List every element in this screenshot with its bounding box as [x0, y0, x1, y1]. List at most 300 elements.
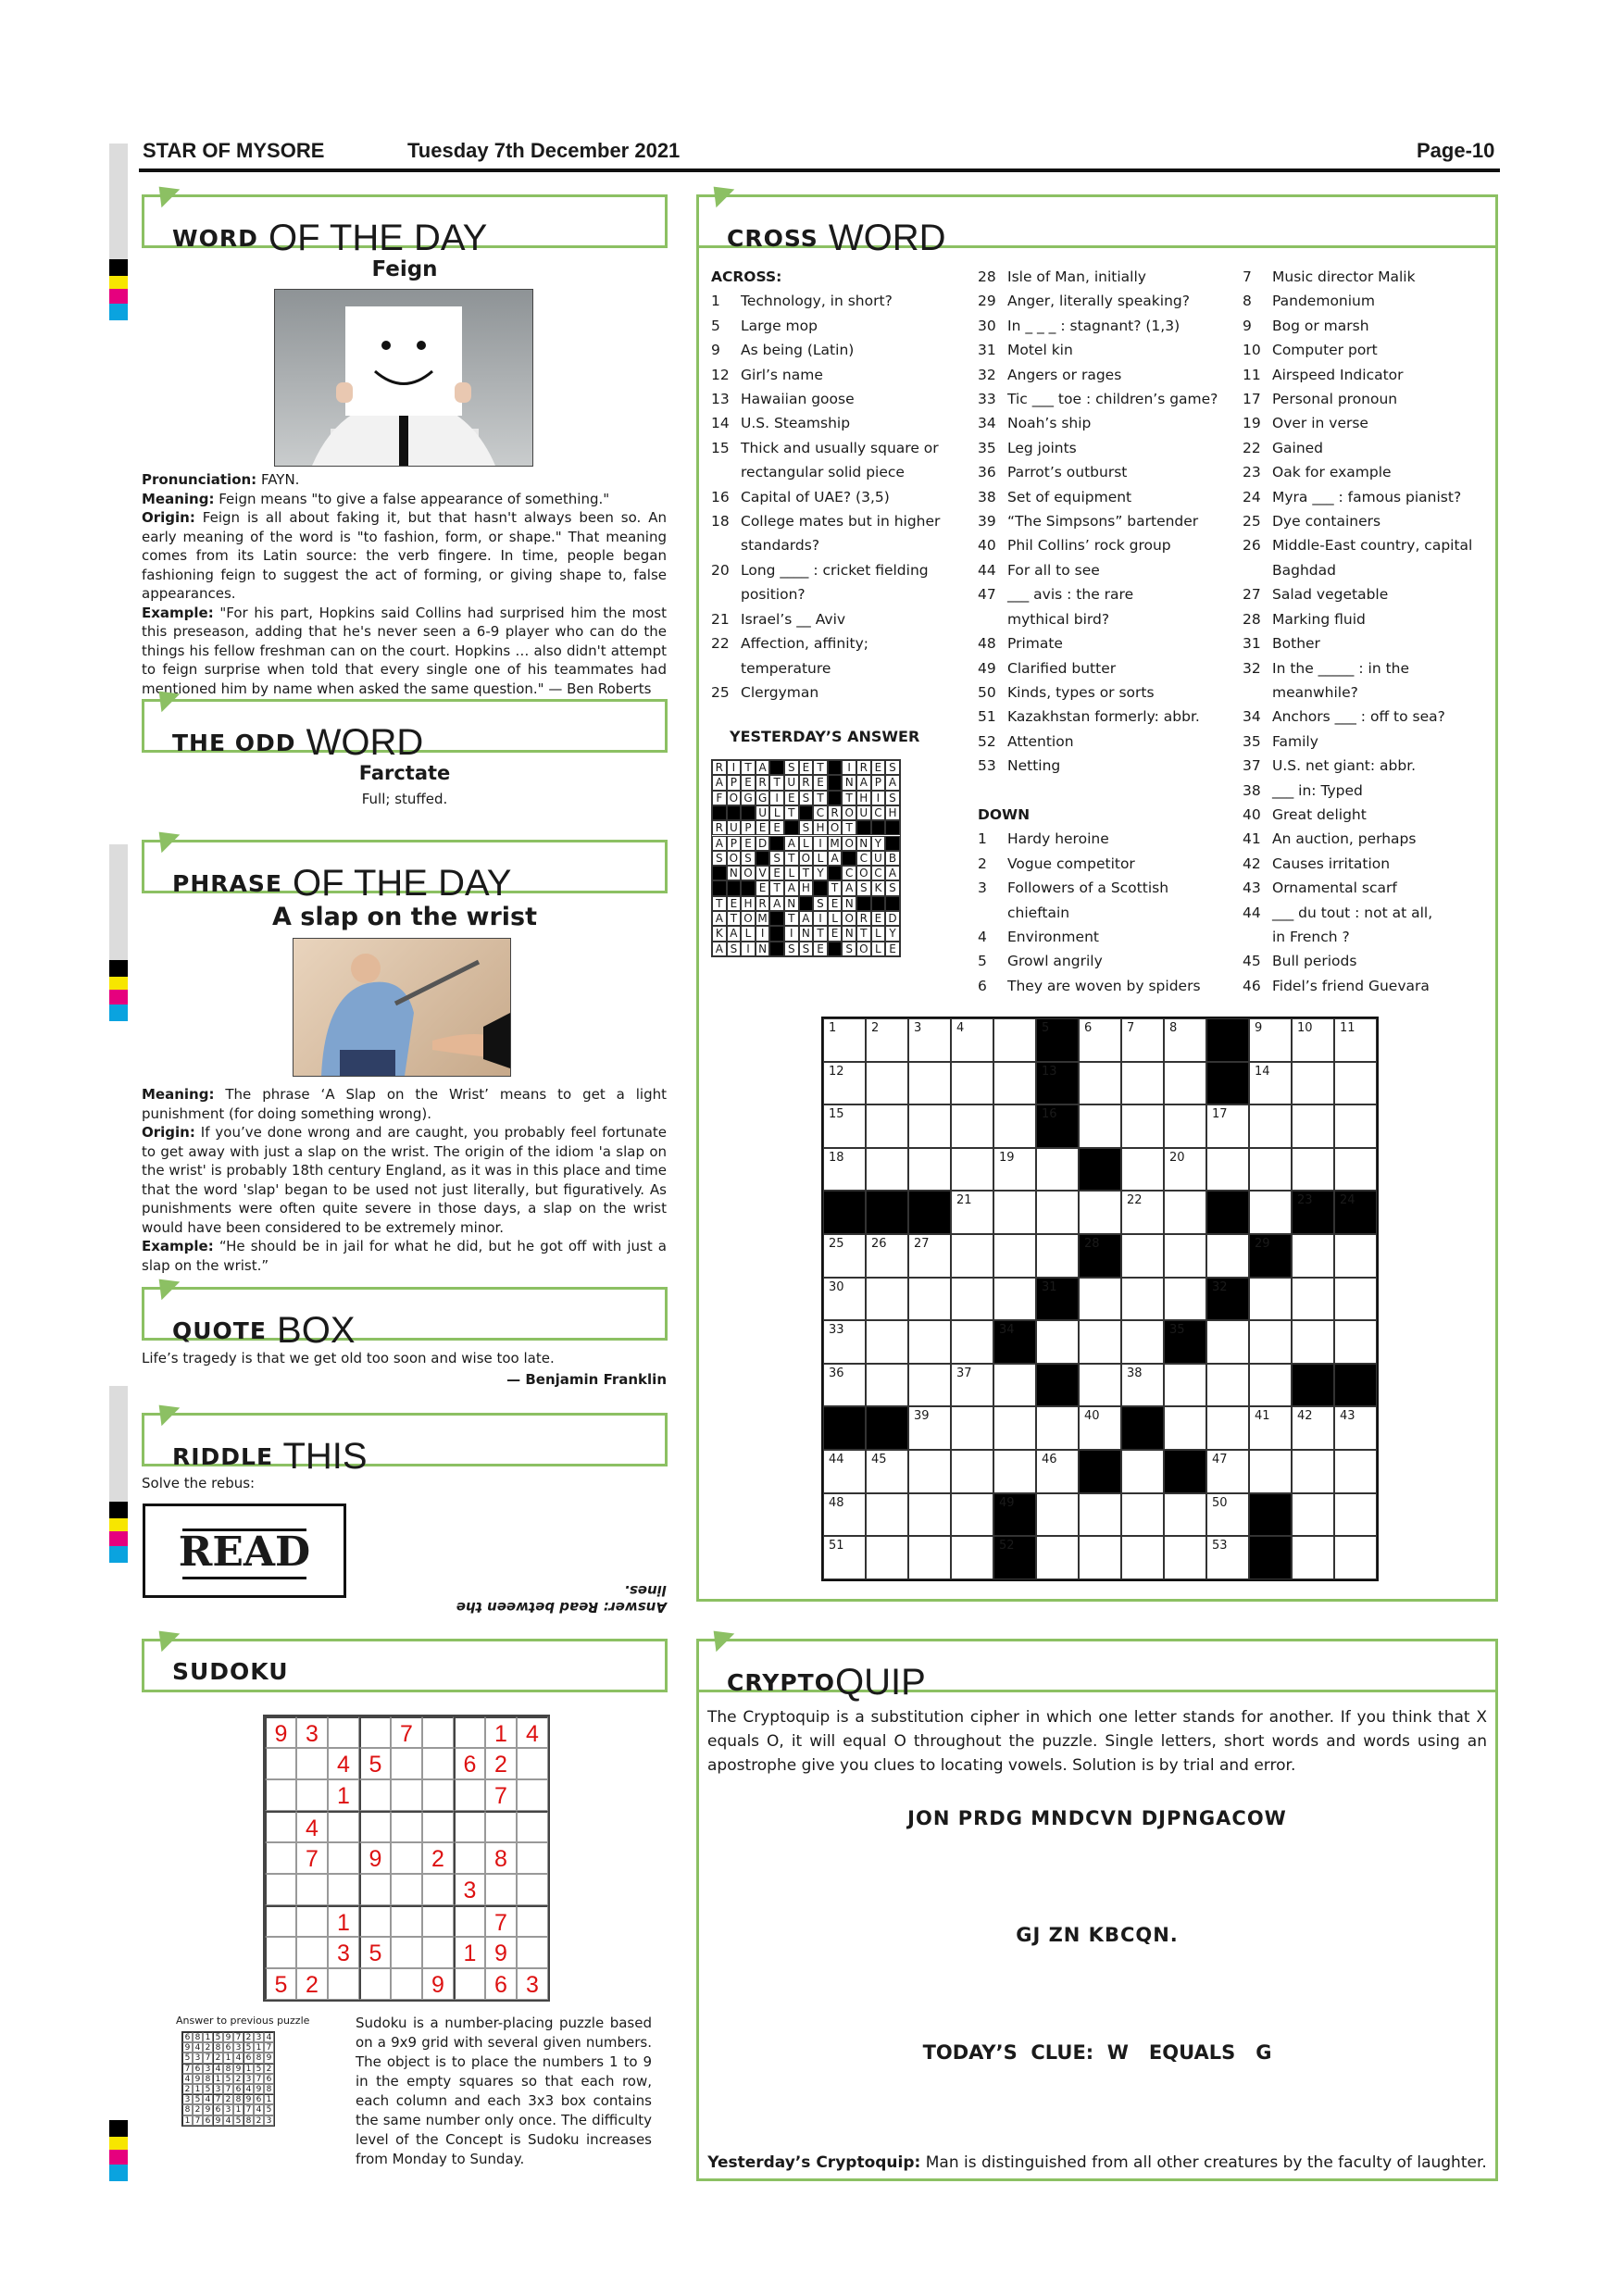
answer-cell: O [842, 911, 856, 926]
grid-cell[interactable] [1121, 1450, 1164, 1493]
odd-word-head: THE ODD WORD [142, 699, 668, 753]
answer-cell: M [756, 911, 770, 926]
grid-cell[interactable]: 20 [1164, 1148, 1206, 1192]
feign-illustration [274, 289, 533, 467]
grid-cell[interactable] [951, 1406, 993, 1450]
sudoku-cell[interactable] [265, 1811, 296, 1842]
phrase-of-day-body: Meaning: The phrase ‘A Slap on the Wrist’ means to get a light punishment (for doing something wrong). Origin: If you’ve done wrong and are caught, you probably feel fortunate to get away with just a slap on the wrist. The origin of the idiom 'a slap on the wrist' is probably 18th century England, as it was in this place and time that the word 'slap' began to be used not just literally, but figuratively. As punishments were often quite severe in those days, a slap on the wrist would have been considered to be extremely minor. Example: “He should be in jail for what he did, but he got off with just a slap on the wrist.” [142, 1086, 667, 1274]
grid-cell[interactable]: 18 [823, 1148, 866, 1192]
grid-cell[interactable] [1206, 1234, 1249, 1278]
grid-cell[interactable]: 25 [823, 1234, 866, 1278]
grid-cell[interactable] [1206, 1364, 1249, 1407]
answer-cell: I [813, 911, 828, 926]
answer-cell: E [769, 820, 784, 835]
grid-cell[interactable] [1249, 1450, 1292, 1493]
sudoku-cell: 2 [296, 1968, 328, 2000]
grid-cell[interactable] [1334, 1493, 1377, 1537]
grid-cell[interactable] [1036, 1536, 1079, 1579]
clue-item: 31 Motel kin [978, 342, 1073, 359]
grid-cell[interactable] [993, 1364, 1036, 1407]
grid-cell[interactable]: 3 [908, 1018, 951, 1062]
answer-cell [741, 805, 756, 820]
sudoku-cell[interactable] [265, 1905, 296, 1937]
grid-cell[interactable]: 39 [908, 1406, 951, 1450]
grid-block: 28 [1079, 1234, 1121, 1278]
grid-cell[interactable] [993, 1406, 1036, 1450]
crossword-grid[interactable] [821, 1017, 1379, 1581]
grid-cell[interactable] [866, 1062, 908, 1105]
answer-digit: 9 [203, 2104, 213, 2115]
grid-cell[interactable]: 27 [908, 1234, 951, 1278]
answer-cell: E [741, 836, 756, 851]
grid-cell[interactable] [908, 1278, 951, 1321]
sudoku-cell[interactable] [265, 1748, 296, 1779]
grid-cell[interactable] [1334, 1320, 1377, 1364]
grid-cell[interactable]: 45 [866, 1450, 908, 1493]
sudoku-cell[interactable] [328, 1842, 359, 1874]
grid-cell[interactable]: 22 [1121, 1191, 1164, 1234]
grid-cell[interactable]: 51 [823, 1536, 866, 1579]
grid-cell[interactable]: 30 [823, 1278, 866, 1321]
grid-cell[interactable]: 48 [823, 1493, 866, 1537]
clue-item: 9 Bog or marsh [1243, 317, 1369, 334]
grid-cell[interactable]: 38 [1121, 1364, 1164, 1407]
answer-digit: 1 [264, 2094, 274, 2104]
grid-cell[interactable] [1079, 1320, 1121, 1364]
answer-digit: 2 [264, 2064, 274, 2074]
answer-cell [828, 942, 843, 956]
grid-cell[interactable] [908, 1364, 951, 1407]
grid-cell[interactable]: 40 [1079, 1406, 1121, 1450]
clue-item: 34 Anchors ___ : off to sea? [1243, 708, 1445, 726]
grid-cell[interactable] [1079, 1493, 1121, 1537]
grid-cell[interactable] [1164, 1536, 1206, 1579]
answer-cell: E [813, 775, 828, 790]
grid-cell[interactable] [1121, 1320, 1164, 1364]
answer-digit: 2 [254, 2115, 264, 2126]
answer-cell: P [741, 820, 756, 835]
grid-cell[interactable] [1292, 1234, 1334, 1278]
sudoku-cell[interactable] [517, 1937, 548, 1968]
grid-cell[interactable]: 14 [1249, 1062, 1292, 1105]
grid-cell[interactable] [1079, 1062, 1121, 1105]
grid-cell[interactable]: 53 [1206, 1536, 1249, 1579]
sudoku-cell[interactable] [422, 1779, 454, 1811]
answer-digit: 2 [233, 2074, 244, 2084]
grid-cell[interactable]: 41 [1249, 1406, 1292, 1450]
sudoku-cell[interactable] [359, 1968, 391, 2000]
grid-cell[interactable] [1334, 1536, 1377, 1579]
sudoku-cell[interactable] [265, 1842, 296, 1874]
clue-item: 22 Affection, affinity; [711, 635, 868, 653]
answer-cell: I [769, 791, 784, 805]
grid-cell[interactable]: 11 [1334, 1018, 1377, 1062]
grid-cell[interactable] [1121, 1493, 1164, 1537]
answer-cell: T [813, 760, 828, 775]
sudoku-cell[interactable] [485, 1874, 517, 1905]
grid-cell[interactable] [1249, 1364, 1292, 1407]
sudoku-cell[interactable] [328, 1968, 359, 2000]
answer-cell: R [756, 896, 770, 911]
grid-cell[interactable]: 12 [823, 1062, 866, 1105]
grid-cell[interactable] [1292, 1062, 1334, 1105]
grid-cell[interactable] [1121, 1536, 1164, 1579]
grid-cell[interactable]: 50 [1206, 1493, 1249, 1537]
grid-cell[interactable] [1292, 1104, 1334, 1148]
answer-cell: S [885, 880, 900, 895]
grid-cell[interactable] [1334, 1062, 1377, 1105]
clue-item: rectangular solid piece [741, 464, 905, 481]
sudoku-cell[interactable] [296, 1779, 328, 1811]
grid-cell[interactable]: 26 [866, 1234, 908, 1278]
grid-cell[interactable] [1249, 1148, 1292, 1192]
grid-cell[interactable] [908, 1104, 951, 1148]
answer-cell: C [813, 805, 828, 820]
grid-cell[interactable] [1079, 1536, 1121, 1579]
sudoku-cell[interactable] [359, 1779, 391, 1811]
answer-digit: 9 [213, 2115, 223, 2126]
grid-cell[interactable]: 7 [1121, 1018, 1164, 1062]
clue-item: 27 Salad vegetable [1243, 586, 1389, 604]
clue-item: mythical bird? [1007, 610, 1110, 628]
grid-cell[interactable]: 43 [1334, 1406, 1377, 1450]
grid-cell[interactable]: 8 [1164, 1018, 1206, 1062]
sudoku-cell[interactable] [359, 1716, 391, 1748]
sudoku-cell[interactable] [359, 1874, 391, 1905]
grid-cell[interactable]: 21 [951, 1191, 993, 1234]
sudoku-cell[interactable] [328, 1716, 359, 1748]
grid-cell[interactable] [1249, 1278, 1292, 1321]
answer-cell [727, 805, 742, 820]
sudoku-cell[interactable] [454, 1779, 485, 1811]
grid-cell[interactable] [1036, 1493, 1079, 1537]
answer-digit: 7 [213, 2094, 223, 2104]
grid-cell[interactable] [993, 1234, 1036, 1278]
sudoku-cell[interactable] [391, 1748, 422, 1779]
sudoku-cell[interactable] [517, 1842, 548, 1874]
sudoku-cell[interactable] [422, 1811, 454, 1842]
grid-cell[interactable] [993, 1450, 1036, 1493]
grid-cell[interactable] [1121, 1148, 1164, 1192]
grid-cell[interactable] [1292, 1493, 1334, 1537]
grid-cell[interactable] [866, 1493, 908, 1537]
clue-item: standards? [741, 537, 820, 555]
clue-item: 25 Clergyman [711, 683, 819, 701]
grid-cell[interactable] [908, 1493, 951, 1537]
grid-cell[interactable] [908, 1450, 951, 1493]
grid-cell[interactable] [1334, 1104, 1377, 1148]
sudoku-cell[interactable] [454, 1968, 485, 2000]
grid-cell[interactable] [1036, 1234, 1079, 1278]
sudoku-cell[interactable] [454, 1842, 485, 1874]
answer-cell [769, 942, 784, 956]
grid-cell[interactable]: 1 [823, 1018, 866, 1062]
answer-cell: O [741, 911, 756, 926]
answer-cell [756, 851, 770, 866]
grid-cell[interactable] [1164, 1364, 1206, 1407]
clue-item: 40 Phil Collins’ rock group [978, 537, 1171, 555]
answer-digit: 4 [182, 2074, 193, 2084]
grid-cell[interactable]: 6 [1079, 1018, 1121, 1062]
grid-cell[interactable] [908, 1536, 951, 1579]
sudoku-cell[interactable] [517, 1905, 548, 1937]
clue-item: 35 Family [1243, 732, 1318, 750]
clue-item: 28 Isle of Man, initially [978, 268, 1146, 285]
sudoku-cell[interactable] [391, 1811, 422, 1842]
answer-cell: N [727, 866, 742, 880]
answer-digit: 4 [254, 2104, 264, 2115]
clue-item: 1 Hardy heroine [978, 830, 1109, 848]
grid-cell[interactable] [1249, 1104, 1292, 1148]
grid-cell[interactable] [951, 1104, 993, 1148]
answer-digit: 8 [254, 2053, 264, 2063]
grid-cell[interactable]: 47 [1206, 1450, 1249, 1493]
answer-cell: T [727, 911, 742, 926]
grid-cell[interactable] [993, 1191, 1036, 1234]
sudoku-cell[interactable] [391, 1968, 422, 2000]
sudoku-cell[interactable] [359, 1905, 391, 1937]
grid-cell[interactable] [908, 1148, 951, 1192]
sudoku-cell[interactable] [265, 1874, 296, 1905]
answer-cell [885, 896, 900, 911]
grid-cell[interactable] [1079, 1364, 1121, 1407]
grid-cell[interactable] [1036, 1320, 1079, 1364]
grid-cell[interactable]: 46 [1036, 1450, 1079, 1493]
grid-cell[interactable] [993, 1062, 1036, 1105]
grid-cell[interactable]: 19 [993, 1148, 1036, 1192]
sudoku-cell[interactable] [391, 1937, 422, 1968]
grid-cell[interactable]: 10 [1292, 1018, 1334, 1062]
grid-cell[interactable] [993, 1018, 1036, 1062]
answer-cell: S [842, 942, 856, 956]
clue-item: 15 Thick and usually square or [711, 439, 939, 456]
clue-item: in French ? [1272, 928, 1350, 945]
answer-cell: A [799, 911, 814, 926]
clue-item: Baghdad [1272, 561, 1336, 579]
answer-digit: 7 [223, 2084, 233, 2094]
answer-cell: A [784, 880, 799, 895]
grid-block: 34 [993, 1320, 1036, 1364]
sudoku-cell[interactable] [422, 1748, 454, 1779]
answer-cell: N [856, 836, 871, 851]
answer-cell: O [828, 820, 843, 835]
grid-cell[interactable] [1164, 1191, 1206, 1234]
sudoku-cell[interactable] [391, 1905, 422, 1937]
answer-cell: L [799, 836, 814, 851]
grid-cell[interactable] [1206, 1148, 1249, 1192]
sudoku-cell[interactable] [422, 1905, 454, 1937]
crossword-head: CROSS WORD [696, 194, 1498, 248]
grid-cell[interactable] [1121, 1104, 1164, 1148]
grid-cell[interactable] [1334, 1278, 1377, 1321]
grid-cell[interactable] [951, 1062, 993, 1105]
answer-cell: D [756, 836, 770, 851]
grid-cell[interactable] [1292, 1278, 1334, 1321]
answer-digit: 6 [182, 2032, 193, 2042]
grid-cell[interactable]: 42 [1292, 1406, 1334, 1450]
answer-cell: K [871, 880, 886, 895]
clue-item: 38 Set of equipment [978, 488, 1132, 505]
grid-cell[interactable] [1164, 1493, 1206, 1537]
grid-block: 13 [1036, 1062, 1079, 1105]
sudoku-cell[interactable] [422, 1937, 454, 1968]
sudoku-cell[interactable] [391, 1842, 422, 1874]
grid-cell[interactable] [1334, 1234, 1377, 1278]
phrase-of-the-day: A slap on the wrist [271, 903, 538, 931]
grid-block [1206, 1062, 1249, 1105]
grid-block: 31 [1036, 1278, 1079, 1321]
grid-cell[interactable] [1164, 1278, 1206, 1321]
grid-cell[interactable] [1292, 1450, 1334, 1493]
grid-cell[interactable] [866, 1104, 908, 1148]
grid-cell[interactable] [1121, 1062, 1164, 1105]
grid-cell[interactable]: 2 [866, 1018, 908, 1062]
sudoku-cell[interactable] [454, 1716, 485, 1748]
answer-digit: 5 [244, 2042, 254, 2053]
grid-cell[interactable] [1206, 1320, 1249, 1364]
answer-cell: F [712, 791, 727, 805]
grid-cell[interactable] [866, 1320, 908, 1364]
grid-cell[interactable] [1206, 1406, 1249, 1450]
answer-cell: N [842, 926, 856, 941]
cryptoquip-yesterday: Yesterday’s Cryptoquip: Man is distinguished from all other creatures by the faculty of laughter. [707, 2153, 1487, 2172]
sudoku-cell[interactable] [296, 1905, 328, 1937]
grid-cell[interactable] [1334, 1450, 1377, 1493]
sudoku-cell[interactable] [517, 1811, 548, 1842]
sudoku-cell[interactable] [265, 1779, 296, 1811]
grid-cell[interactable]: 33 [823, 1320, 866, 1364]
grid-cell[interactable] [866, 1536, 908, 1579]
answer-cell [842, 851, 856, 866]
answer-digit: 4 [264, 2032, 274, 2042]
sudoku-cell[interactable] [422, 1874, 454, 1905]
grid-cell[interactable] [951, 1320, 993, 1364]
answer-cell: T [799, 866, 814, 880]
grid-cell[interactable] [1292, 1148, 1334, 1192]
answer-cell: A [769, 896, 784, 911]
grid-cell[interactable] [908, 1320, 951, 1364]
grid-cell[interactable]: 4 [951, 1018, 993, 1062]
answer-cell: S [799, 791, 814, 805]
answer-cell: L [741, 926, 756, 941]
grid-cell[interactable] [866, 1278, 908, 1321]
sudoku-cell[interactable] [517, 1748, 548, 1779]
answer-digit: 8 [203, 2074, 213, 2084]
grid-cell[interactable] [1079, 1104, 1121, 1148]
grid-cell[interactable] [951, 1278, 993, 1321]
answer-cell: C [871, 805, 886, 820]
sudoku-cell[interactable] [359, 1811, 391, 1842]
grid-cell[interactable] [1164, 1104, 1206, 1148]
sudoku-cell[interactable] [265, 1937, 296, 1968]
grid-cell[interactable] [1121, 1278, 1164, 1321]
grid-cell[interactable]: 9 [1249, 1018, 1292, 1062]
grid-cell[interactable] [1249, 1320, 1292, 1364]
grid-cell[interactable] [951, 1234, 993, 1278]
sudoku-cell[interactable] [328, 1811, 359, 1842]
sudoku-cell[interactable] [454, 1905, 485, 1937]
grid-cell[interactable] [1036, 1191, 1079, 1234]
grid-cell[interactable] [1079, 1278, 1121, 1321]
grid-block [1292, 1364, 1334, 1407]
grid-cell[interactable] [1121, 1234, 1164, 1278]
sudoku-cell: 7 [485, 1905, 517, 1937]
grid-cell[interactable] [993, 1278, 1036, 1321]
grid-cell[interactable] [1334, 1148, 1377, 1192]
answer-cell: A [756, 760, 770, 775]
across-clues-col2 [978, 265, 1237, 998]
answer-cell: O [799, 851, 814, 866]
answer-cell: H [885, 805, 900, 820]
answer-cell: T [769, 775, 784, 790]
clue-item: 39 “The Simpsons” bartender [978, 513, 1199, 530]
grid-cell[interactable] [951, 1493, 993, 1537]
sudoku-answer-grid [181, 2031, 275, 2127]
answer-cell [741, 880, 756, 895]
sudoku-answer-label: Answer to previous puzzle [176, 2015, 310, 2027]
sudoku-cell[interactable] [422, 1716, 454, 1748]
grid-cell[interactable] [1164, 1406, 1206, 1450]
grid-cell[interactable] [993, 1104, 1036, 1148]
grid-cell[interactable]: 15 [823, 1104, 866, 1148]
grid-block [1036, 1364, 1079, 1407]
down-clues-col3 [1243, 265, 1502, 998]
grid-cell[interactable] [1079, 1191, 1121, 1234]
grid-cell[interactable] [908, 1062, 951, 1105]
clue-item: 24 Myra ___ : famous pianist? [1243, 488, 1462, 505]
sudoku-cell[interactable] [296, 1748, 328, 1779]
sudoku-cell[interactable] [391, 1874, 422, 1905]
sudoku-cell[interactable] [485, 1811, 517, 1842]
grid-cell[interactable]: 17 [1206, 1104, 1249, 1148]
answer-digit: 3 [244, 2074, 254, 2084]
grid-block: 52 [993, 1536, 1036, 1579]
clue-item: 31 Bother [1243, 635, 1320, 653]
grid-cell[interactable] [951, 1148, 993, 1192]
page-number: Page-10 [1417, 139, 1495, 162]
clue-item: 26 Middle-East country, capital [1243, 537, 1473, 555]
sudoku-cell[interactable] [517, 1779, 548, 1811]
grid-cell[interactable] [1249, 1191, 1292, 1234]
grid-cell[interactable]: 36 [823, 1364, 866, 1407]
sudoku-cell: 1 [454, 1937, 485, 1968]
grid-cell[interactable] [1036, 1148, 1079, 1192]
grid-cell[interactable] [1164, 1234, 1206, 1278]
answer-cell: U [871, 851, 886, 866]
answer-cell: E [828, 926, 843, 941]
paper-name: STAR OF MYSORE [143, 139, 325, 162]
sudoku-cell[interactable] [454, 1811, 485, 1842]
sudoku-cell[interactable] [391, 1779, 422, 1811]
grid-cell[interactable] [866, 1364, 908, 1407]
grid-cell[interactable]: 44 [823, 1450, 866, 1493]
grid-cell[interactable] [951, 1450, 993, 1493]
grid-cell[interactable]: 37 [951, 1364, 993, 1407]
answer-cell: L [871, 942, 886, 956]
quote-box-head: QUOTE BOX [142, 1287, 668, 1341]
grid-cell[interactable] [951, 1536, 993, 1579]
sudoku-cell[interactable] [296, 1874, 328, 1905]
sudoku-cell[interactable] [296, 1937, 328, 1968]
answer-cell: O [727, 791, 742, 805]
grid-cell[interactable] [1292, 1536, 1334, 1579]
sudoku-cell[interactable] [328, 1874, 359, 1905]
grid-cell[interactable] [1036, 1406, 1079, 1450]
grid-cell[interactable] [1164, 1062, 1206, 1105]
sudoku-cell[interactable] [517, 1874, 548, 1905]
grid-cell[interactable] [866, 1148, 908, 1192]
grid-cell[interactable] [1292, 1320, 1334, 1364]
